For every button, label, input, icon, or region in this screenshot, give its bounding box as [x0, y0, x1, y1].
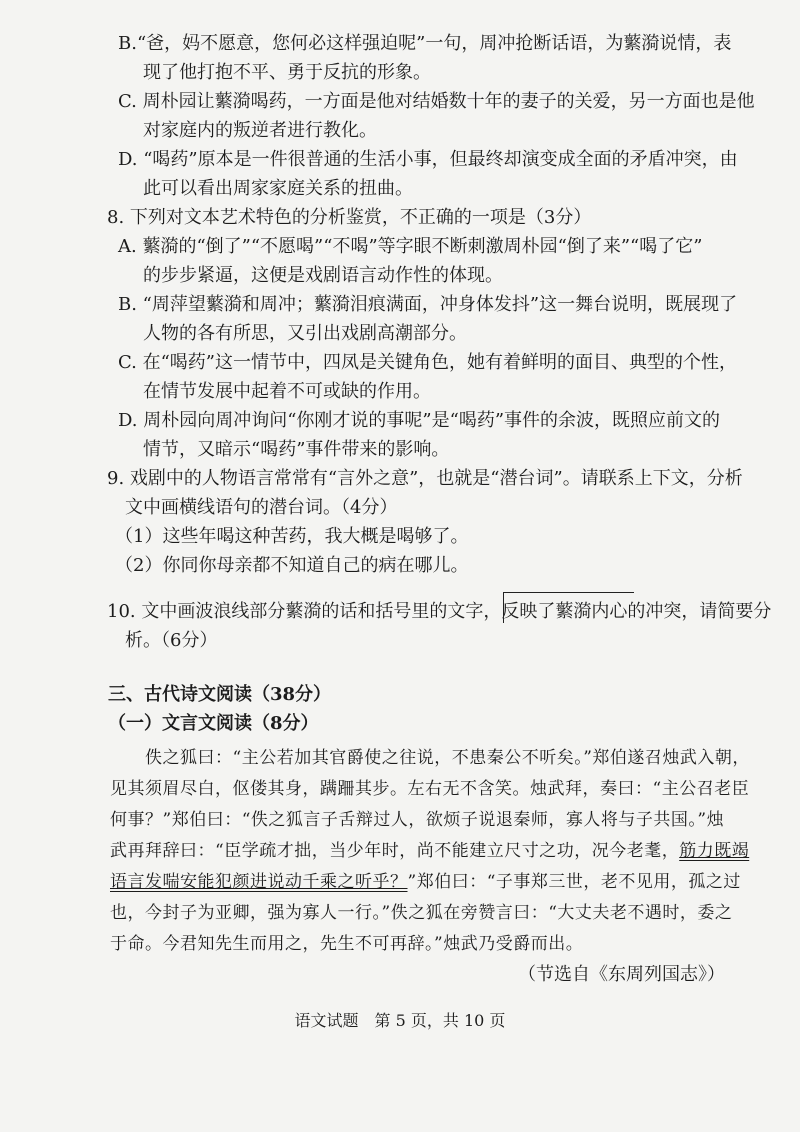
q7-option-d-line2: 此可以看出周家家庭关系的扭曲。: [143, 178, 413, 199]
underlined-phrase-end: 语言发喘安能犯颜进说动千乘之听乎？: [110, 872, 408, 892]
q10-line2: 析。（6分）: [125, 630, 218, 651]
passage-line-1: 佚之狐曰：“主公若加其官爵使之往说，不患秦公不听矣。”郑伯遂召烛武入朝，: [145, 748, 750, 768]
q7-option-d-line1: D. “喝药”原本是一件很普通的生活小事，但最终却演变成全面的矛盾冲突，由: [118, 149, 738, 170]
q7-option-c-line1: C. 周朴园让蘩漪喝药，一方面是他对结婚数十年的妻子的关爱，另一方面也是他: [118, 91, 755, 112]
passage-line-3: 何事？”郑伯曰：“佚之狐言子舌辩过人，欲烦子说退秦师，寡人将与子共国。”烛: [110, 810, 725, 830]
q8-option-b-line1: B. “周萍望蘩漪和周冲；蘩漪泪痕满面，冲身体发抖”这一舞台说明，既展现了: [118, 294, 738, 315]
q8-option-b-line2: 人物的各有所思，又引出戏剧高潮部分。: [143, 323, 467, 344]
q8-option-a-line2: 的步步紧逼，这便是戏剧语言动作性的体现。: [143, 265, 503, 286]
passage-line-4-text: 武再拜辞曰：“臣学疏才拙，当少年时，尚不能建立尺寸之功，况今老耄，: [110, 841, 680, 861]
passage-line-5: [110, 870, 741, 894]
underlined-phrase-start: 筋力既竭: [679, 841, 750, 861]
q9-item-1: （1）这些年喝这种苦药，我大概是喝够了。: [115, 526, 469, 547]
passage-line-7: 于命。今君知先生而用之，先生不可再辞。”烛武乃受爵而出。: [110, 934, 584, 954]
section-3-subtitle: （一）文言文阅读（8分）: [108, 713, 319, 734]
q8-option-d-line2: 情节，又暗示“喝药”事件带来的影响。: [143, 439, 450, 460]
q7-option-c-line2: 对家庭内的叛逆者进行教化。: [143, 120, 377, 141]
passage-source: （节选自《东周列国志》）: [518, 964, 725, 985]
q10-annotated-phrase: 蘩漪内心的冲突，请简要分: [555, 601, 772, 622]
q9-stem-line2: 文中画横线语句的潜台词。（4分）: [125, 497, 398, 518]
q10-line1-part-a: 10. 文中画波浪线部分蘩漪的话和括号里的文字，反映了: [107, 601, 556, 622]
q10-line1: [107, 600, 771, 624]
q9-stem-line1: 9. 戏剧中的人物语言常常有“言外之意”，也就是“潜台词”。请联系上下文，分析: [107, 468, 743, 489]
q8-option-a-line1: A. 蘩漪的“倒了”“不愿喝”“不喝”等字眼不断刺激周朴园“倒了来”“喝了它”: [118, 236, 703, 257]
passage-line-2: 见其须眉尽白，伛偻其身，蹒跚其步。左右无不含笑。烛武拜，奏曰：“主公召老臣: [110, 779, 750, 799]
q8-option-c-line2: 在情节发展中起着不可或缺的作用。: [143, 381, 431, 402]
passage-line-6: 也，今封子为亚卿，强为寡人一行。”佚之狐在旁赞言曰：“大丈夫老不遇时，委之: [110, 903, 733, 923]
handwritten-bracket-mark: [503, 592, 634, 623]
q8-option-d-line1: D. 周朴园向周冲询问“你刚才说的事呢”是“喝药”事件的余波，既照应前文的: [118, 410, 721, 431]
q7-option-b-line1: B.“爸，妈不愿意，您何必这样强迫呢”一句，周冲抢断话语，为蘩漪说情，表: [118, 33, 732, 54]
q8-option-c-line1: C. 在“喝药”这一情节中，四凤是关键角色，她有着鲜明的面目、典型的个性，: [118, 352, 737, 373]
passage-line-4: [110, 839, 749, 863]
page-footer: 语文试题 第 5 页，共 10 页: [294, 1011, 506, 1030]
passage-line-5-text: ”郑伯曰：“子事郑三世，老不见用，孤之过: [407, 872, 741, 892]
section-3-title: 三、古代诗文阅读（38分）: [108, 684, 332, 705]
q7-option-b-line2: 现了他打抱不平、勇于反抗的形象。: [143, 62, 431, 83]
q8-stem: 8. 下列对文本艺术特色的分析鉴赏，不正确的一项是（3分）: [107, 207, 592, 228]
q9-item-2: （2）你同你母亲都不知道自己的病在哪儿。: [115, 555, 469, 576]
